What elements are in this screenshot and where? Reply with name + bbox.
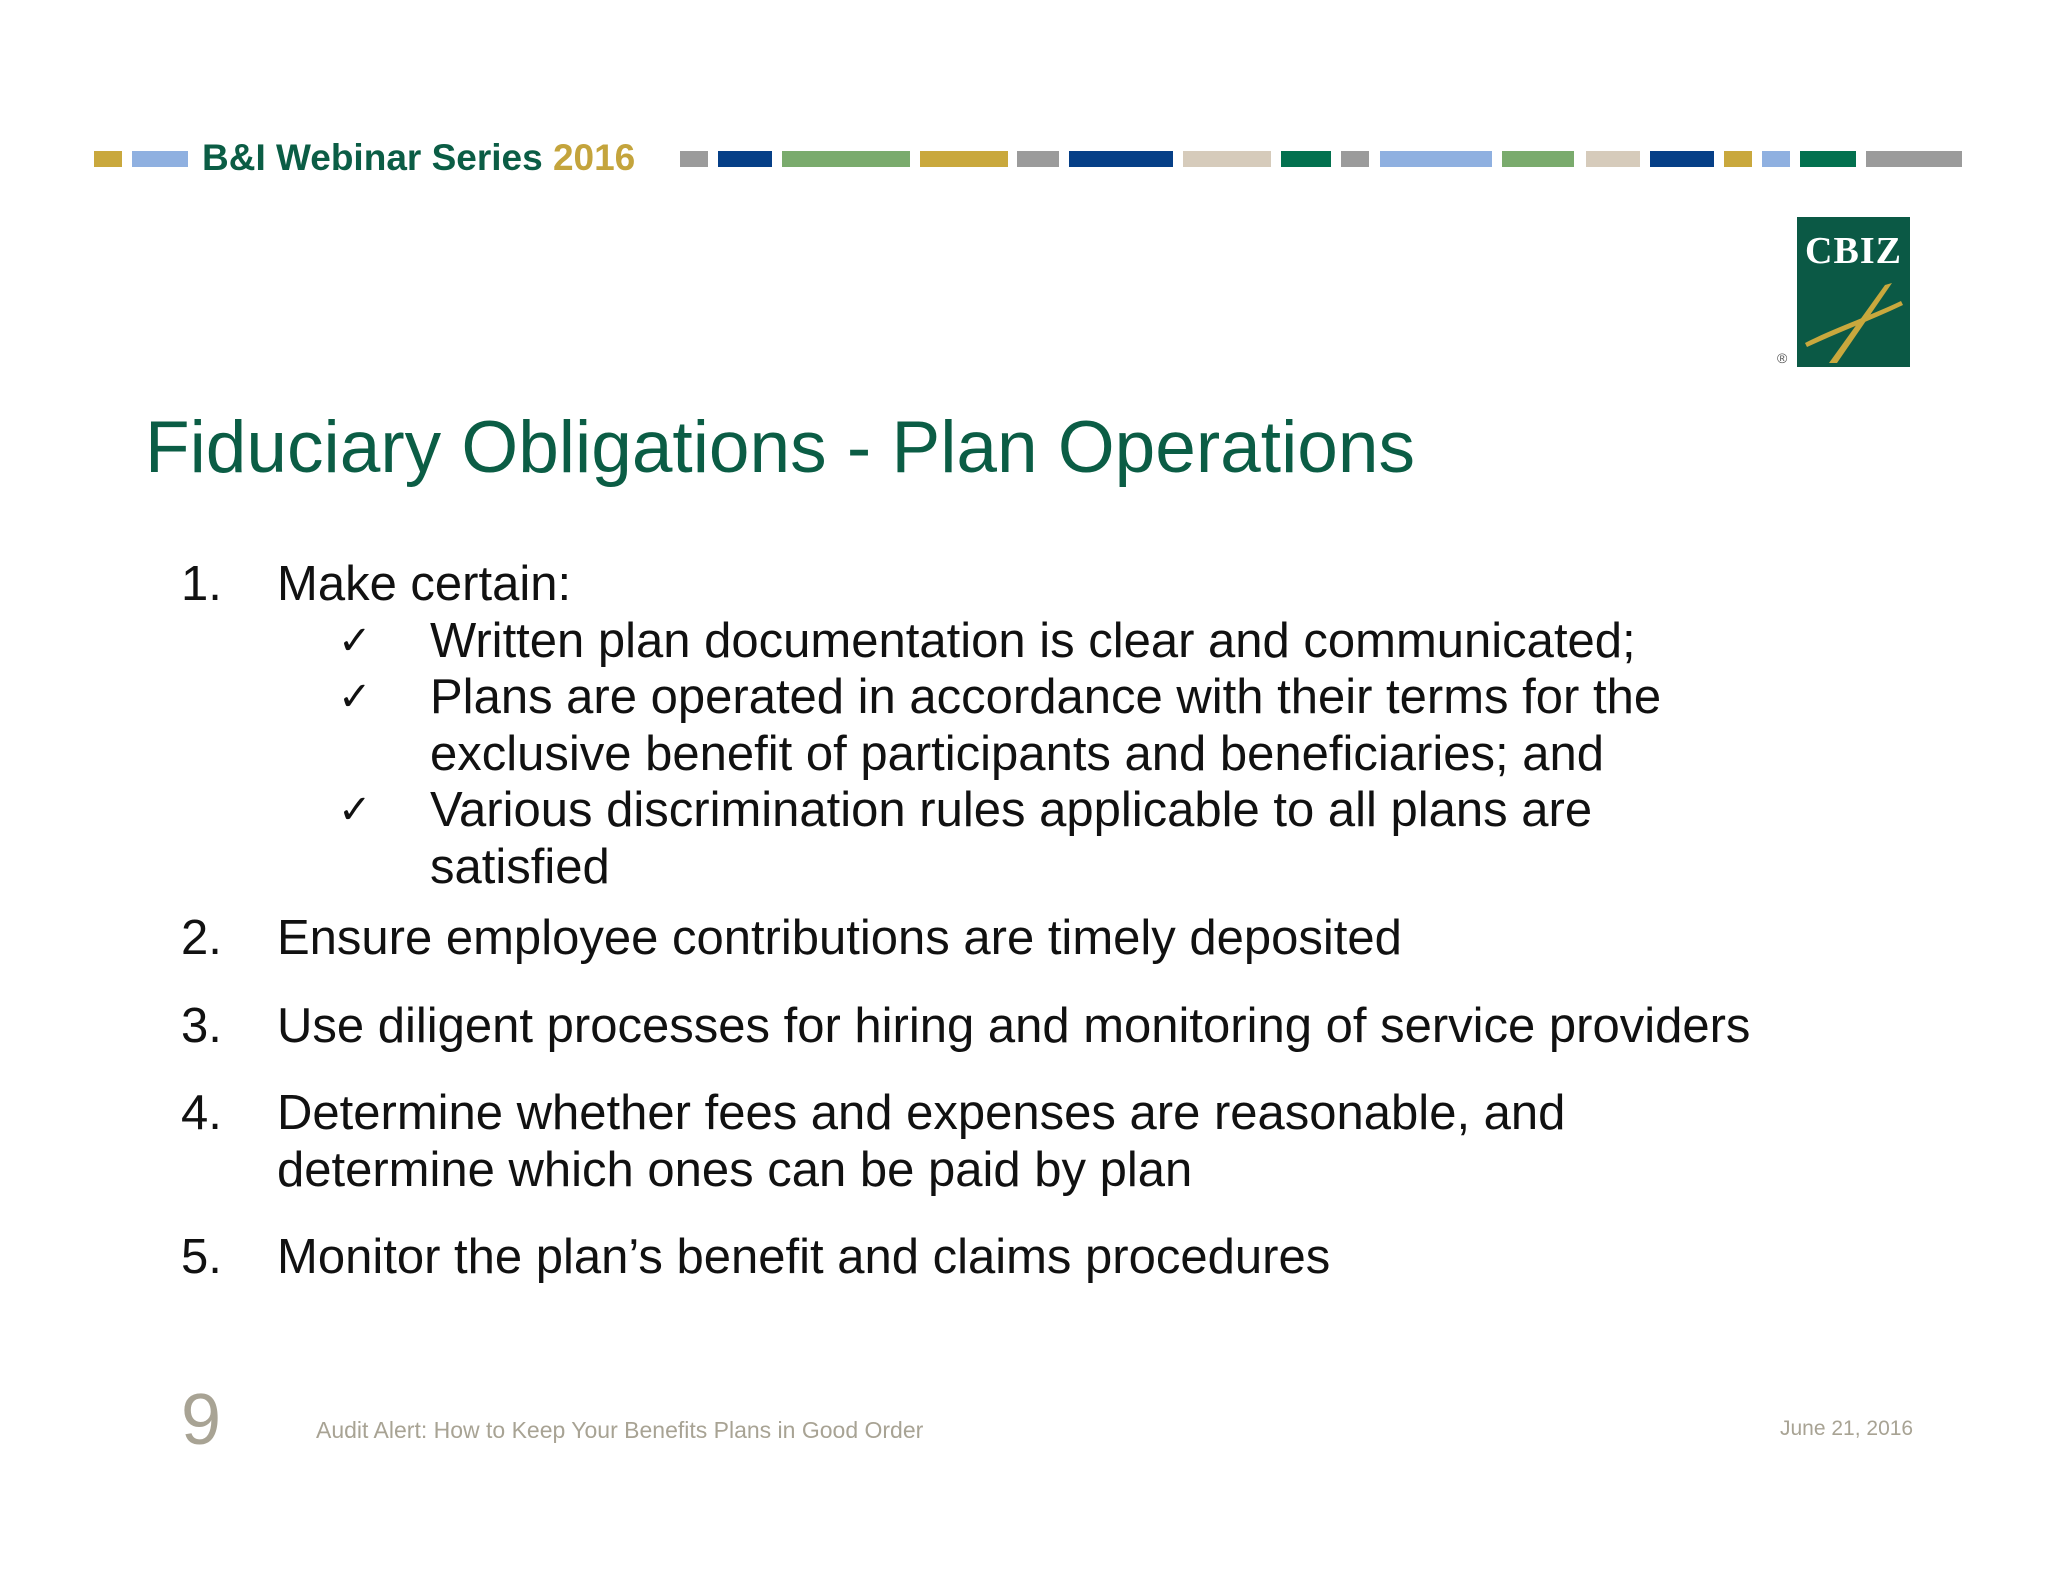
banner-segment <box>132 151 188 167</box>
cbiz-logo <box>1797 217 1910 367</box>
banner-segment <box>680 151 708 167</box>
series-title <box>202 136 635 180</box>
series-year: 2016 <box>552 137 636 178</box>
sub-item-text: Various discrimination rules applicable to all plans are <box>430 783 1593 837</box>
list-item-text: determine which ones can be paid by plan <box>277 1143 1193 1197</box>
list-item-text: Use diligent processes for hiring and monitoring of service providers <box>277 999 1751 1053</box>
banner-segment <box>1380 151 1492 167</box>
list-item-number: 2. <box>181 911 222 965</box>
banner-segment <box>782 151 910 167</box>
banner-segment <box>94 151 122 167</box>
banner-segment <box>1502 151 1574 167</box>
check-icon: ✓ <box>338 618 372 664</box>
banner-segment <box>1650 151 1714 167</box>
banner-segment <box>1183 151 1271 167</box>
list-item-text: Make certain: <box>277 557 572 611</box>
list-item-text: Ensure employee contributions are timely deposited <box>277 911 1402 965</box>
footer-presentation-title: Audit Alert: How to Keep Your Benefits Plans in Good Order <box>316 1417 924 1443</box>
banner-segment <box>1724 151 1752 167</box>
list-item-number: 5. <box>181 1230 222 1284</box>
series-label: B&I Webinar Series <box>202 137 543 178</box>
banner-segment <box>1069 151 1173 167</box>
footer-date: June 21, 2016 <box>1780 1417 1914 1440</box>
check-icon: ✓ <box>338 674 372 720</box>
sub-item-text: Plans are operated in accordance with their terms for the <box>430 670 1662 724</box>
logo-swoosh-icon <box>1797 217 1910 367</box>
list-item-number: 3. <box>181 999 222 1053</box>
banner-segment <box>1017 151 1059 167</box>
banner-segment <box>1281 151 1331 167</box>
sub-item-text: exclusive benefit of participants and beneficiaries; and <box>430 727 1604 781</box>
logo-text: CBIZ <box>1805 230 1902 272</box>
registered-mark: ® <box>1777 350 1788 366</box>
list-item-text: Determine whether fees and expenses are reasonable, and <box>277 1086 1566 1140</box>
slide-title: Fiduciary Obligations - Plan Operations <box>145 407 1415 488</box>
list-item-number: 4. <box>181 1086 222 1140</box>
banner-segment <box>1586 151 1640 167</box>
banner-segment <box>718 151 772 167</box>
page-number: 9 <box>181 1380 222 1460</box>
sub-item-text: satisfied <box>430 840 610 894</box>
sub-item-text: Written plan documentation is clear and communicated; <box>430 614 1636 668</box>
banner-segment <box>1800 151 1856 167</box>
header-banner <box>0 0 2048 200</box>
list-item-text: Monitor the plan’s benefit and claims procedures <box>277 1230 1331 1284</box>
banner-segment <box>1341 151 1369 167</box>
banner-segment <box>1762 151 1790 167</box>
check-icon: ✓ <box>338 787 372 833</box>
banner-segment <box>1866 151 1962 167</box>
banner-segment <box>920 151 1008 167</box>
list-item-number: 1. <box>181 557 222 611</box>
